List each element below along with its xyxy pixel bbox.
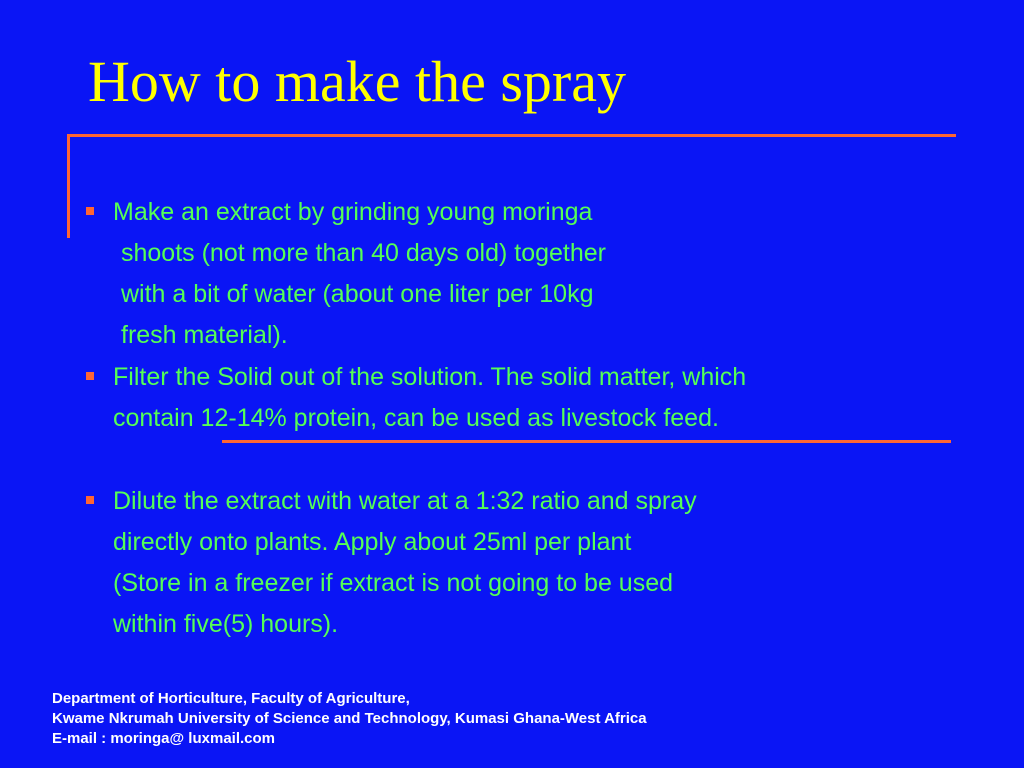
bullet-square-icon (86, 496, 94, 504)
bullet-line: Dilute the extract with water at a 1:32 ratio and spray (113, 487, 697, 515)
top-divider (67, 134, 956, 137)
bullet-line: within five(5) hours). (113, 610, 339, 638)
bullet-line: fresh material). (121, 321, 288, 349)
footer-credits (52, 689, 647, 749)
bullet-item-filter (86, 357, 746, 439)
bullet-line: shoots (not more than 40 days old) together (121, 239, 607, 267)
bullet-line: with a bit of water (about one liter per 10kg (121, 280, 594, 308)
bullet-line: (Store in a freezer if extract is not going to be used (113, 569, 674, 597)
footer-email: E-mail : moringa@ luxmail.com (52, 730, 276, 747)
bullet-item-extract (86, 192, 606, 356)
bullet-square-icon (86, 372, 94, 380)
bullet-line: directly onto plants. Apply about 25ml per plant (113, 528, 632, 556)
bullet-line: contain 12-14% protein, can be used as livestock feed. (113, 404, 719, 432)
bullet-line: Filter the Solid out of the solution. The solid matter, which (113, 363, 747, 391)
bullet-line: Make an extract by grinding young moringa (113, 198, 593, 226)
bullet-item-dilute (86, 481, 697, 645)
slide-title: How to make the spray (88, 49, 626, 114)
footer-university: Kwame Nkrumah University of Science and Technology, Kumasi Ghana-West Africa (52, 710, 647, 727)
footer-department: Department of Horticulture, Faculty of Agriculture, (52, 690, 410, 707)
middle-divider (222, 440, 951, 443)
left-divider (67, 134, 70, 238)
bullet-square-icon (86, 207, 94, 215)
